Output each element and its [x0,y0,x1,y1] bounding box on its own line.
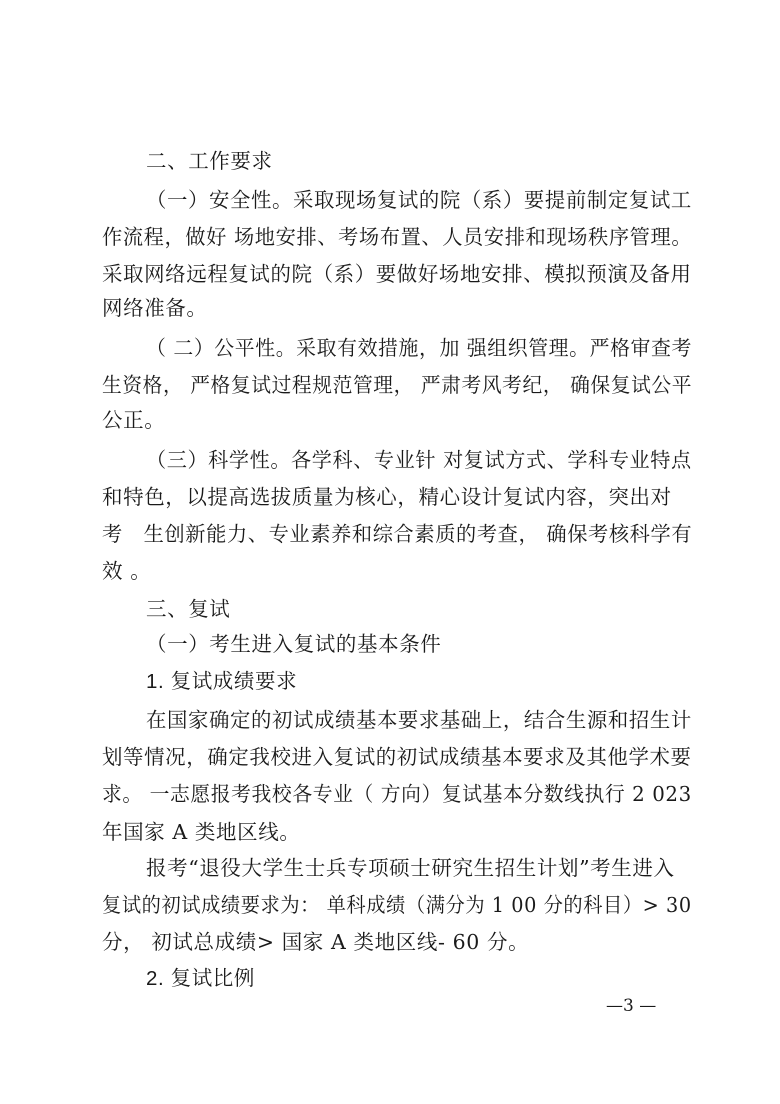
paragraph-line: 报考“退役大学生士兵专项硕士研究生招生计划”考生进入 [146,856,675,880]
item-heading-reexam-ratio: 2. 复试比例 [146,967,255,990]
paragraph-line: 求。 一志愿报考我校各专业（ 方向）复试基本分数线执行 2 023 [102,782,692,806]
paragraph-line: （ 二）公平性。采取有效措施，加 强组织管理。严格审查考 [146,336,692,360]
paragraph-line: 效 。 [102,559,152,583]
paragraph-line: 复试的初试成绩要求为： 单科成绩（满分为 1 00 分的科目）> 30 [102,893,692,917]
paragraph-line: 生资格， 严格复试过程规范管理， 严肃考风考纪， 确保复试公平 [102,373,693,397]
paragraph-line: 作流程，做好 场地安排、考场布置、人员安排和现场秩序管理。 [102,225,693,249]
paragraph-line: 划等情况，确定我校进入复试的初试成绩基本要求及其他学术要 [102,745,692,769]
paragraph-line: 考 生创新能力、专业素养和综合素质的考查， 确保考核科学有 [102,522,693,546]
item-heading-score-requirements: 1. 复试成绩要求 [146,670,298,693]
paragraph-line: （一）安全性。采取现场复试的院（系）要提前制定复试工 [146,188,692,212]
paragraph-line: 公正。 [102,408,166,432]
subsection-heading: （一）考生进入复试的基本条件 [146,632,442,656]
section-heading-reexam: 三、复试 [146,597,231,621]
paragraph-line: 在国家确定的初试成绩基本要求基础上，结合生源和招生计 [146,708,692,732]
paragraph-line: （三）科学性。各学科、专业针 对复试方式、学科专业特点 [146,448,692,472]
paragraph-line: 分， 初试总成绩> 国家 A 类地区线- 60 分。 [102,930,530,954]
section-heading-work-requirements: 二、工作要求 [146,149,273,173]
paragraph-line: 和特色，以提高选拔质量为核心，精心设计复试内容，突出对 [102,485,672,509]
paragraph-line: 网络准备。 [102,296,208,320]
paragraph-line: 采取网络远程复试的院（系）要做好场地安排、模拟预演及备用 [102,262,692,286]
page-number: —3 — [606,996,657,1016]
paragraph-line: 年国家 A 类地区线。 [102,820,301,844]
